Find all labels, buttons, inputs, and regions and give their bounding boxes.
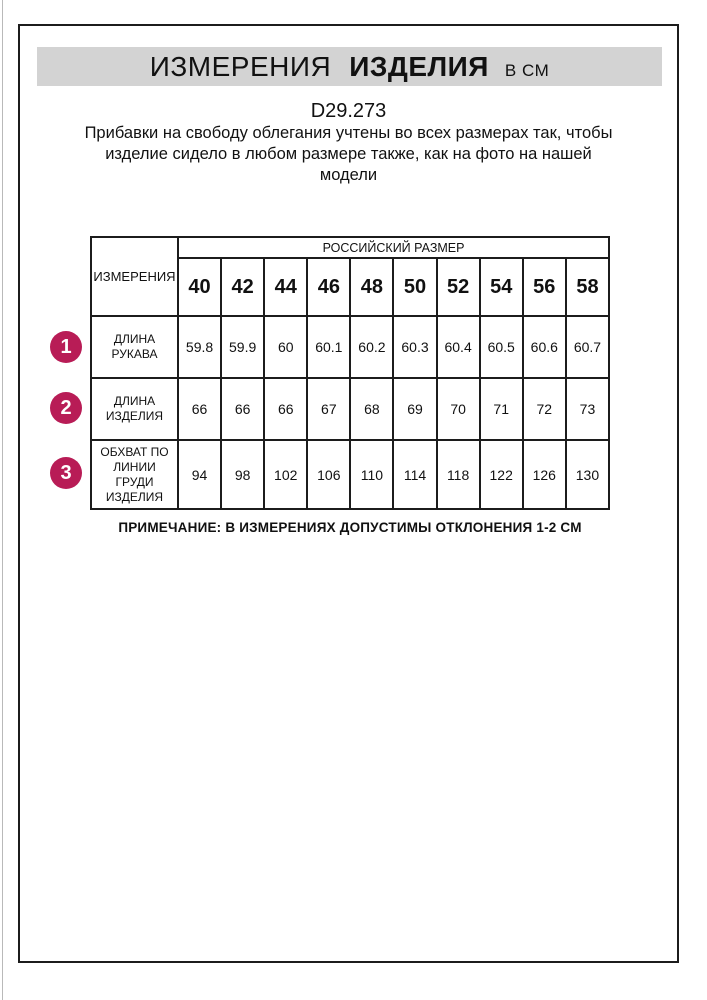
measurement-value: 60.4	[437, 316, 480, 378]
measurement-value: 67	[307, 378, 350, 440]
measurement-value: 60.5	[480, 316, 523, 378]
measurement-value: 94	[178, 440, 221, 509]
size-measurements-table	[90, 236, 610, 510]
size-header: 54	[480, 258, 523, 316]
size-header: 50	[393, 258, 436, 316]
measurement-value: 66	[221, 378, 264, 440]
fit-description: Прибавки на свободу облегания учтены во всех размерах так, чтобы изделие сидело в любом размере также, как на фото на нашей модели	[84, 124, 613, 184]
measurement-value: 59.8	[178, 316, 221, 378]
table-row-chest-girth	[91, 440, 609, 509]
measurement-value: 126	[523, 440, 566, 509]
measurement-value: 60.3	[393, 316, 436, 378]
measurement-value: 122	[480, 440, 523, 509]
measurement-value: 72	[523, 378, 566, 440]
measurement-value: 70	[437, 378, 480, 440]
size-header: 46	[307, 258, 350, 316]
size-header: 56	[523, 258, 566, 316]
measurement-value: 60.6	[523, 316, 566, 378]
measurement-value: 60.2	[350, 316, 393, 378]
size-header: 52	[437, 258, 480, 316]
row-label: ОБХВАТ ПО ЛИНИИ ГРУДИ ИЗДЕЛИЯ	[91, 440, 178, 509]
table-row-sleeve-length	[91, 316, 609, 378]
measurement-value: 60.7	[566, 316, 609, 378]
measurement-value: 102	[264, 440, 307, 509]
measurement-value: 69	[393, 378, 436, 440]
size-header: 44	[264, 258, 307, 316]
measurement-value: 106	[307, 440, 350, 509]
size-header: 48	[350, 258, 393, 316]
page-title-product: ИЗДЕЛИЯ	[349, 51, 489, 82]
measurement-value: 66	[178, 378, 221, 440]
measurement-value: 66	[264, 378, 307, 440]
product-code: D29.273	[310, 100, 387, 122]
measurement-value: 71	[480, 378, 523, 440]
measurement-value: 114	[393, 440, 436, 509]
size-header: 40	[178, 258, 221, 316]
row-marker-2: 2	[50, 392, 82, 424]
measurement-value: 98	[221, 440, 264, 509]
document-frame	[18, 24, 679, 963]
measurement-value: 110	[350, 440, 393, 509]
size-group-header-cell: РОССИЙСКИЙ РАЗМЕР	[178, 237, 609, 258]
measurement-value: 118	[437, 440, 480, 509]
size-header: 58	[566, 258, 609, 316]
measurement-value: 60	[264, 316, 307, 378]
table-group-header-row	[91, 237, 609, 258]
measurement-value: 60.1	[307, 316, 350, 378]
row-marker-3: 3	[50, 457, 82, 489]
corner-header-cell: ИЗМЕРЕНИЯ	[91, 237, 178, 316]
scan-left-edge	[2, 0, 3, 1000]
measurement-value: 73	[566, 378, 609, 440]
row-marker-1: 1	[50, 331, 82, 363]
page-title-units: В СМ	[504, 61, 550, 80]
measurement-value: 68	[350, 378, 393, 440]
note-text: ПРИМЕЧАНИЕ: В ИЗМЕРЕНИЯХ ДОПУСТИМЫ ОТКЛОНЕНИЯ 1-2 СМ	[118, 520, 582, 535]
row-label: ДЛИНА РУКАВА	[91, 316, 178, 378]
size-header: 42	[221, 258, 264, 316]
page-title-measurements: ИЗМЕРЕНИЯ	[149, 51, 332, 82]
measurement-value: 59.9	[221, 316, 264, 378]
title-band	[37, 47, 662, 86]
measurement-value: 130	[566, 440, 609, 509]
row-label: ДЛИНА ИЗДЕЛИЯ	[91, 378, 178, 440]
table-row-item-length	[91, 378, 609, 440]
